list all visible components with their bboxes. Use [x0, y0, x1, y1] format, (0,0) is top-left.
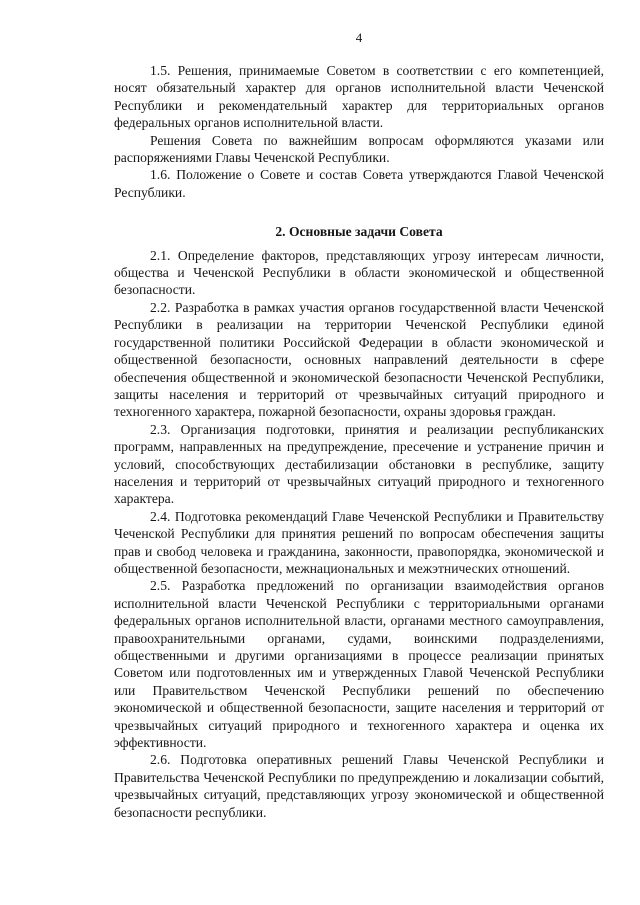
paragraph-2-6: 2.6. Подготовка оперативных решений Главы Чеченской Республики и Правительства Чеченской Республики по предупреждению и локализации событий, чрезвычайных ситуаций, представляющих угрозу экономической и общественной безопасности республики.	[114, 752, 604, 820]
page-number: 4	[355, 30, 363, 45]
paragraph-2-4: 2.4. Подготовка рекомендаций Главе Чеченской Республики и Правительству Чеченской Республики для принятия решений по вопросам обеспечения защиты прав и свобод человека и гражданина, законности, правопорядка, экономической и общественной безопасности, межнациональных и межэтнических отношений.	[114, 508, 604, 576]
section-1-continuation	[114, 62, 604, 201]
paragraph-2-5: 2.5. Разработка предложений по организации взаимодействия органов исполнительной власти Чеченской Республики с территориальными органами федеральных органов исполнительной власти, органами местного самоуправления, правоохранительными органами, судами, воинскими подразделениями, общественными и другими организациями в процессе реализации принятых Советом или подготовленных им и утвержденных Главой Чеченской Республики или Правительством Чеченской Республики решений по обеспечению экономической и общественной безопасности, защите населения и территорий от чрезвычайных ситуаций природного и техногенного характера и оценка их эффективности.	[114, 578, 604, 751]
paragraph-1-6: 1.6. Положение о Совете и состав Совета утверждаются Главой Чеченской Республики.	[114, 167, 604, 200]
paragraph-1-5: 1.5. Решения, принимаемые Советом в соответствии с его компетенцией, носят обязательный характер для органов исполнительной власти Чеченской Республики и рекомендательный характер для территориальных органов федеральных органов исполнительной власти.	[114, 63, 604, 131]
section-heading: 2. Основные задачи Совета	[275, 224, 443, 240]
paragraph-decisions: Решения Совета по важнейшим вопросам оформляются указами или распоряжениями Главы Чеченской Республики.	[114, 132, 604, 166]
paragraph-2-1: 2.1. Определение факторов, представляющих угрозу интересам личности, общества и Чеченской Республики в области экономической и общественной безопасности.	[114, 247, 604, 298]
paragraph-2-3: 2.3. Организация подготовки, принятия и реализации республиканских программ, направленных на предупреждение, пресечение и устранение причин и условий, способствующих дестабилизации обстановки в республике, защиту населения и территорий от чрезвычайных ситуаций природного и техногенного характера.	[114, 421, 604, 507]
paragraph-2-2: 2.2. Разработка в рамках участия органов государственной власти Чеченской Республики в реализации на территории Чеченской Республики единой государственной политики Российской Федерации в области экономической и общественной безопасности, основных направлений деятельности в сфере обеспечения общественной и экономической безопасности Чеченской Республики, защиты населения и территорий от чрезвычайных ситуаций природного и техногенного характера, пожарной безопасности, охраны здоровья граждан.	[114, 299, 604, 420]
section-2-body	[114, 247, 604, 821]
